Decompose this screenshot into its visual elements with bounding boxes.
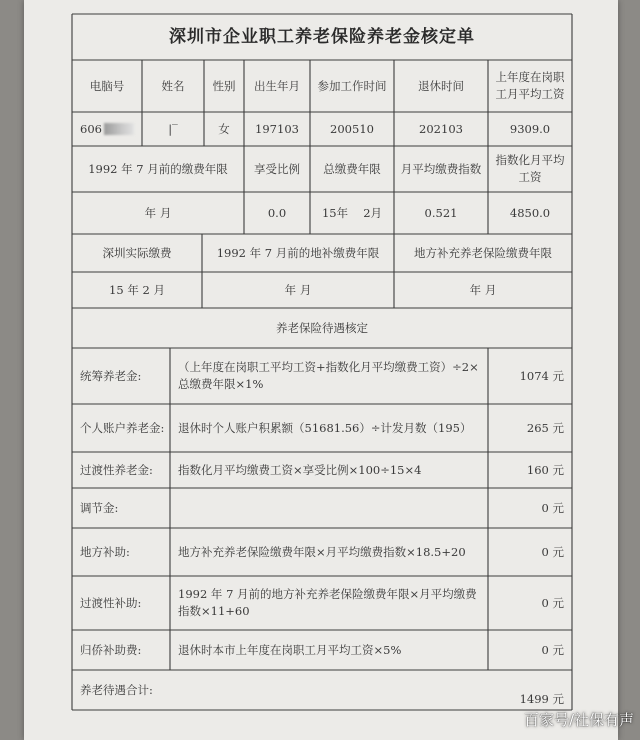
header-name: 姓名: [161, 78, 185, 93]
benefit-amount: 0 元: [541, 595, 564, 610]
benefit-label: 归侨补助费:: [80, 642, 142, 657]
document-title: 深圳市企业职工养老保险养老金核定单: [169, 26, 475, 47]
label-actual-paid: 深圳实际缴费: [102, 245, 172, 260]
total-label: 养老待遇合计:: [80, 683, 153, 697]
benefit-formula: [170, 488, 488, 528]
header-avg-wage: 上年度在岗职工月平均工资: [495, 70, 565, 101]
header-computer-no: 电脑号: [89, 78, 125, 93]
header-birth: 出生年月: [254, 78, 300, 93]
person-birth: 197103: [255, 121, 299, 136]
benefit-formula: 指数化月平均缴费工资×享受比例×100÷15×4: [178, 462, 422, 477]
benefit-formula: 退休时本市上年度在岗职工月平均工资×5%: [178, 642, 402, 657]
value-pre1992-years: 年 月: [144, 205, 172, 220]
label-avg-index: 月平均缴费指数: [400, 161, 482, 176]
person-gender: 女: [218, 121, 230, 136]
benefit-label: 个人账户养老金:: [80, 420, 165, 435]
label-pre1992-years: 1992 年 7 月前的缴费年限: [88, 161, 228, 176]
header-gender: 性别: [212, 78, 236, 93]
value-actual-paid: 15 年 2 月: [109, 282, 165, 297]
value-total-years: 15年 2月: [321, 205, 383, 220]
redaction-blur: [104, 123, 134, 135]
label-enjoy-ratio: 享受比例: [254, 161, 300, 176]
section-title: 养老保险待遇核定: [276, 320, 368, 335]
benefit-formula: 地方补充养老保险缴费年限×月平均缴费指数×18.5+20: [178, 544, 466, 559]
label-total-years: 总缴费年限: [323, 161, 381, 176]
benefit-formula: 1992 年 7 月前的地方补充养老保险缴费年限×月平均缴费指数×11+60: [178, 587, 477, 618]
header-work-start: 参加工作时间: [317, 78, 387, 93]
person-computer-no: 606: [72, 112, 142, 146]
person-retire: 202103: [419, 121, 463, 136]
benefit-amount: 0 元: [541, 544, 564, 559]
benefit-formula: （上年度在岗职工平均工资+指数化月平均缴费工资）÷2×总缴费年限×1%: [178, 360, 479, 391]
benefit-amount: 160 元: [526, 462, 564, 477]
value-local-supp: 年 月: [469, 282, 497, 297]
value-enjoy-ratio: 0.0: [267, 205, 287, 220]
label-local-pre1992: 1992 年 7 月前的地补缴费年限: [216, 245, 380, 260]
benefit-label: 过渡性养老金:: [80, 462, 153, 477]
value-indexed-wage: 4850.0: [509, 205, 551, 220]
benefit-amount: 0 元: [541, 642, 564, 657]
benefit-label: 过渡性补助:: [80, 595, 142, 610]
benefit-label: 地方补助:: [80, 544, 130, 559]
value-local-pre1992: 年 月: [284, 282, 312, 297]
header-retire: 退休时间: [418, 78, 464, 93]
value-avg-index: 0.521: [424, 205, 458, 220]
benefit-amount: 1074 元: [519, 368, 564, 383]
label-local-supp: 地方补充养老保险缴费年限: [414, 245, 552, 260]
watermark-text: 百家号/社保有声: [523, 711, 634, 729]
total-amount: 1499 元: [519, 692, 564, 707]
benefit-amount: 0 元: [541, 500, 564, 515]
person-name: |‾: [168, 121, 178, 136]
benefit-amount: 265 元: [526, 420, 564, 435]
label-indexed-wage: 指数化月平均工资: [495, 153, 565, 184]
person-work-start: 200510: [330, 121, 374, 136]
benefit-label: 调节金:: [80, 500, 119, 515]
benefit-formula: 退休时个人账户积累额（51681.56）÷计发月数（195）: [178, 420, 472, 435]
person-avg-wage: 9309.0: [509, 121, 551, 136]
benefit-label: 统筹养老金:: [80, 368, 142, 383]
